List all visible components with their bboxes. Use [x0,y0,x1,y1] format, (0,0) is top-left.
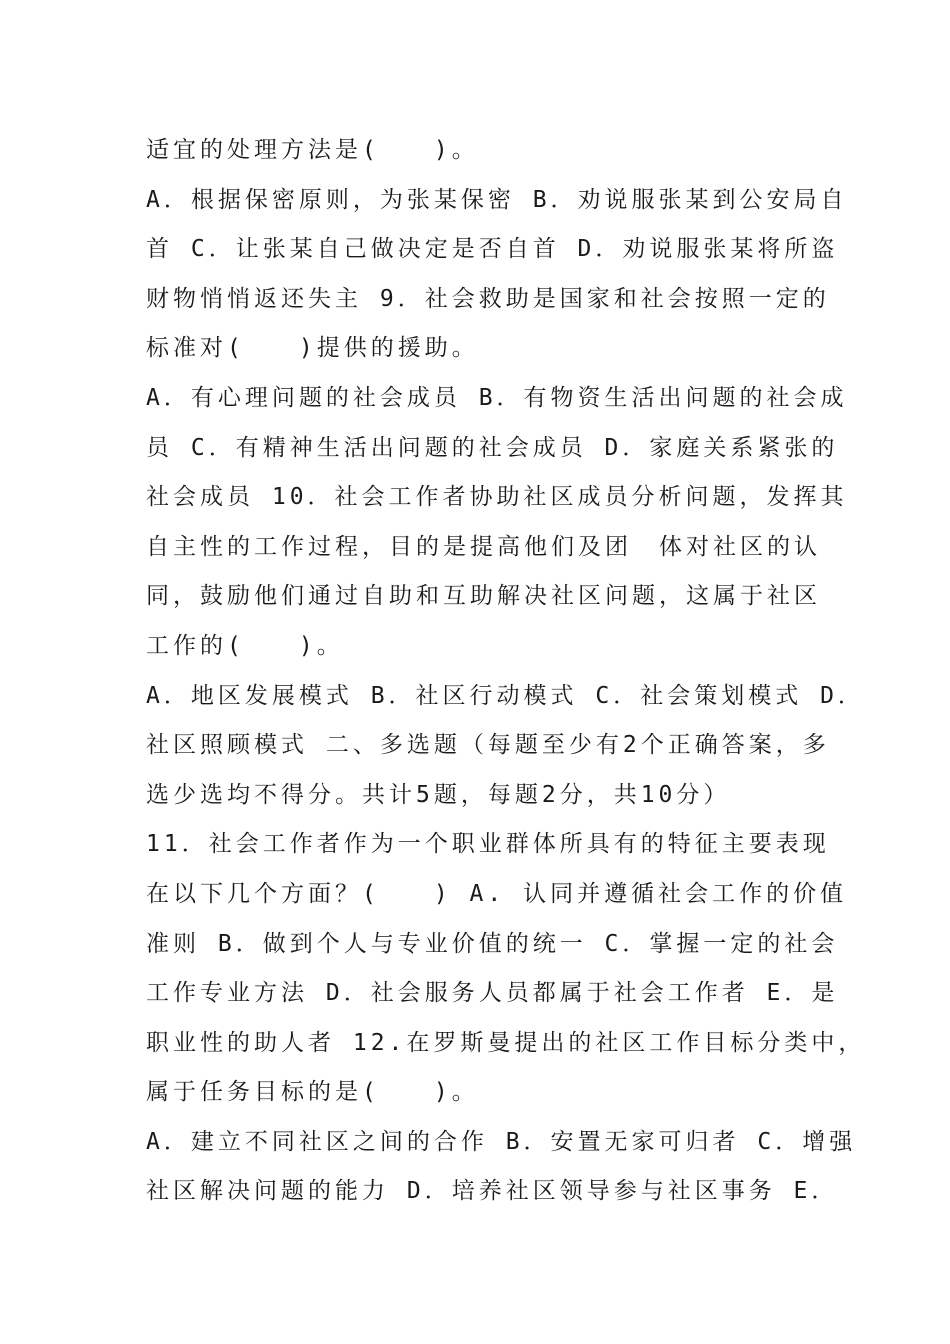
text-line: 工作专业方法 D．社会服务人员都属于社会工作者 E．是 [146,980,839,1007]
text-line: 在以下几个方面？( ) A. 认同并遵循社会工作的价值 [146,880,848,907]
text-line: A．有心理问题的社会成员 B．有物资生活出问题的社会成 [146,384,848,411]
text-line: 属于任务目标的是( )。 [146,1079,479,1106]
text-line: 适宜的处理方法是( )。 [146,137,479,163]
text-line: 社区照顾模式 二、多选题（每题至少有2个正确答案，多 [146,732,830,759]
text-line: 选少选均不得分。共计5题，每题2分，共10分） [146,781,731,808]
text-line: 标准对( )提供的援助。 [146,335,479,362]
text-line: A．根据保密原则，为张某保密 B．劝说服张某到公安局自 [146,186,848,213]
text-line: 准则 B．做到个人与专业价值的统一 C．掌握一定的社会 [146,930,839,957]
text-line: 同，鼓励他们通过自助和互助解决社区问题，这属于社区 [146,583,821,610]
document-body [146,126,866,1217]
text-line: 自主性的工作过程，目的是提高他们及团 体对社区的认 [146,533,821,560]
text-line: 职业性的助人者 12.在罗斯曼提出的社区工作目标分类中， [146,1029,866,1056]
text-line: 首 C．让张某自己做决定是否自首 D．劝说服张某将所盗 [146,236,839,263]
text-line: 员 C．有精神生活出问题的社会成员 D．家庭关系紧张的 [146,434,839,461]
text-line: 社区解决问题的能力 D．培养社区领导参与社区事务 E． [146,1178,839,1205]
text-line: 11．社会工作者作为一个职业群体所具有的特征主要表现 [146,831,830,858]
text-line: 工作的( )。 [146,632,344,659]
text-line: 社会成员 10．社会工作者协助社区成员分析问题，发挥其 [146,484,848,511]
text-line: A．建立不同社区之间的合作 B．安置无家可归者 C．增强 [146,1128,857,1155]
text-line: A．地区发展模式 B．社区行动模式 C．社会策划模式 D． [146,682,865,709]
text-line: 财物悄悄返还失主 9．社会救助是国家和社会按照一定的 [146,285,830,312]
